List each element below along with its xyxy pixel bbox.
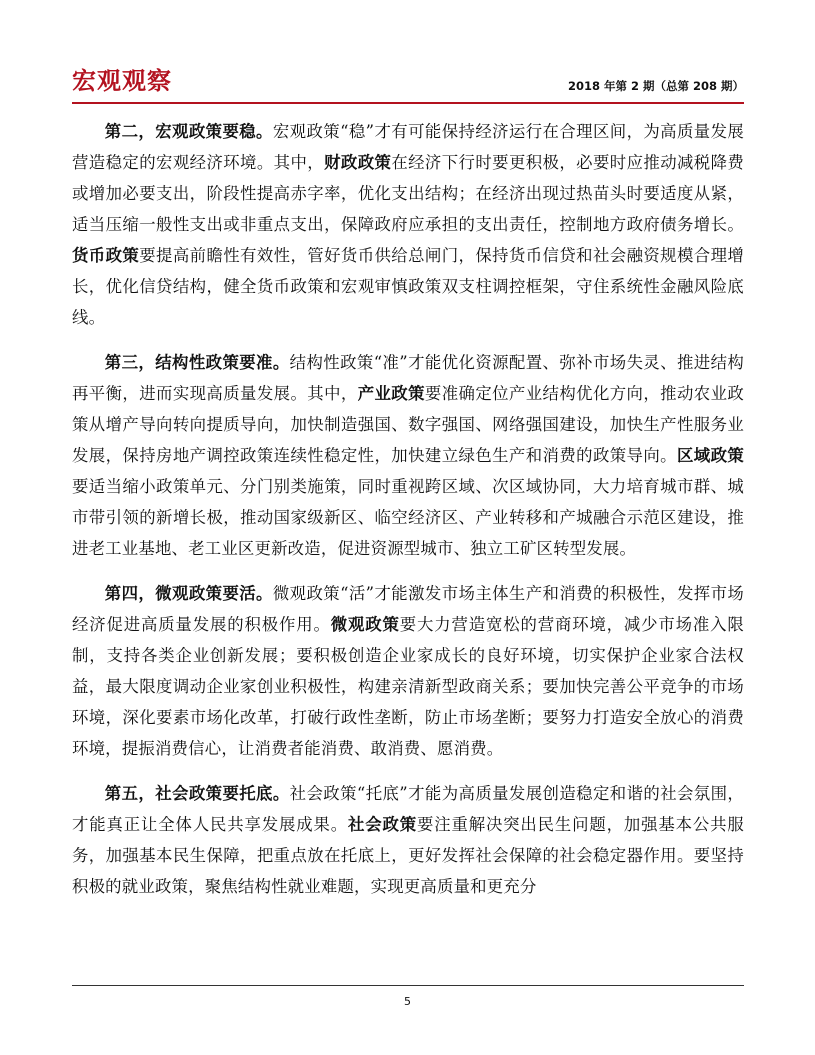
bold-phrase: 第四，微观政策要活。 xyxy=(104,584,273,603)
page-number: 5 xyxy=(404,995,411,1008)
footer-divider xyxy=(72,985,744,986)
text-run: 社会政策“托底”才能为高质量发展创造稳定和谐的社会氛围，才能真正让全体人民共享发展成果。 xyxy=(72,784,745,834)
bold-phrase: 第二，宏观政策要稳。 xyxy=(104,122,273,141)
bold-phrase: 社会政策 xyxy=(347,815,417,834)
text-run: 宏观政策“稳”才有可能保持经济运行在合理区间，为高质量发展营造稳定的宏观经济环境。其中， xyxy=(72,122,744,172)
issue-info: 2018 年第 2 期（总第 208 期） xyxy=(567,79,744,93)
text-run: 微观政策“活”才能激发市场主体生产和消费的积极性，发挥市场经济促进高质量发展的积极作用。 xyxy=(72,584,744,634)
journal-title: 宏观观察 xyxy=(72,67,172,95)
page-header xyxy=(72,66,744,102)
header-divider xyxy=(72,102,744,104)
paragraph-structural-policy xyxy=(72,347,744,564)
text-run: 要适当缩小政策单元、分门别类施策，同时重视跨区域、次区域协同，大力培育城市群、城市带引领的新增长极，推动国家级新区、临空经济区、产业转移和产城融合示范区建设，推进老工业基地、老工业区更新改造，促进资源型城市、独立工矿区转型发展。 xyxy=(72,477,744,558)
bold-phrase: 区域政策 xyxy=(676,446,744,465)
bold-phrase: 财政政策 xyxy=(324,153,392,172)
text-run: 在经济下行时要更积极，必要时应推动减税降费或增加必要支出，阶段性提高赤字率，优化支出结构；在经济出现过热苗头时要适度从紧，适当压缩一般性支出或非重点支出，保障政府应承担的支出责任，控制地方政府债务增长。 xyxy=(72,153,745,234)
bold-phrase: 第五，社会政策要托底。 xyxy=(104,784,290,803)
paragraph-micro-policy xyxy=(72,578,744,764)
text-run: 要提高前瞻性有效性，管好货币供给总闸门，保持货币信贷和社会融资规模合理增长，优化信贷结构，健全货币政策和宏观审慎政策双支柱调控框架，守住系统性金融风险底线。 xyxy=(72,246,744,327)
text-run: 要大力营造宽松的营商环境，减少市场准入限制，支持各类企业创新发展；要积极创造企业家成长的良好环境，切实保护企业家合法权益，最大限度调动企业家创业积极性，构建亲清新型政商关系；要加快完善公平竞争的市场环境，深化要素市场化改革，打破行政性垄断，防止市场垄断；要努力打造安全放心的消费环境，提振消费信心，让消费者能消费、敢消费、愿消费。 xyxy=(72,615,745,758)
bold-phrase: 货币政策 xyxy=(72,246,140,265)
article-body xyxy=(72,116,744,916)
bold-phrase: 微观政策 xyxy=(330,615,400,634)
bold-phrase: 产业政策 xyxy=(357,384,425,403)
paragraph-macro-policy xyxy=(72,116,744,333)
text-run: 要准确定位产业结构优化方向，推动农业政策从增产导向转向提质导向，加快制造强国、数字强国、网络强国建设，加快生产性服务业发展，保持房地产调控政策连续性稳定性，加快建立绿色生产和消费的政策导向。 xyxy=(72,384,744,465)
text-run: 结构性政策“准”才能优化资源配置、弥补市场失灵、推进结构再平衡，进而实现高质量发展。其中， xyxy=(72,353,745,403)
bold-phrase: 第三，结构性政策要准。 xyxy=(104,353,290,372)
paragraph-social-policy xyxy=(72,778,744,902)
text-run: 要注重解决突出民生问题，加强基本公共服务，加强基本民生保障，把重点放在托底上，更好发挥社会保障的社会稳定器作用。要坚持积极的就业政策，聚焦结构性就业难题，实现更高质量和更充分 xyxy=(72,815,744,896)
